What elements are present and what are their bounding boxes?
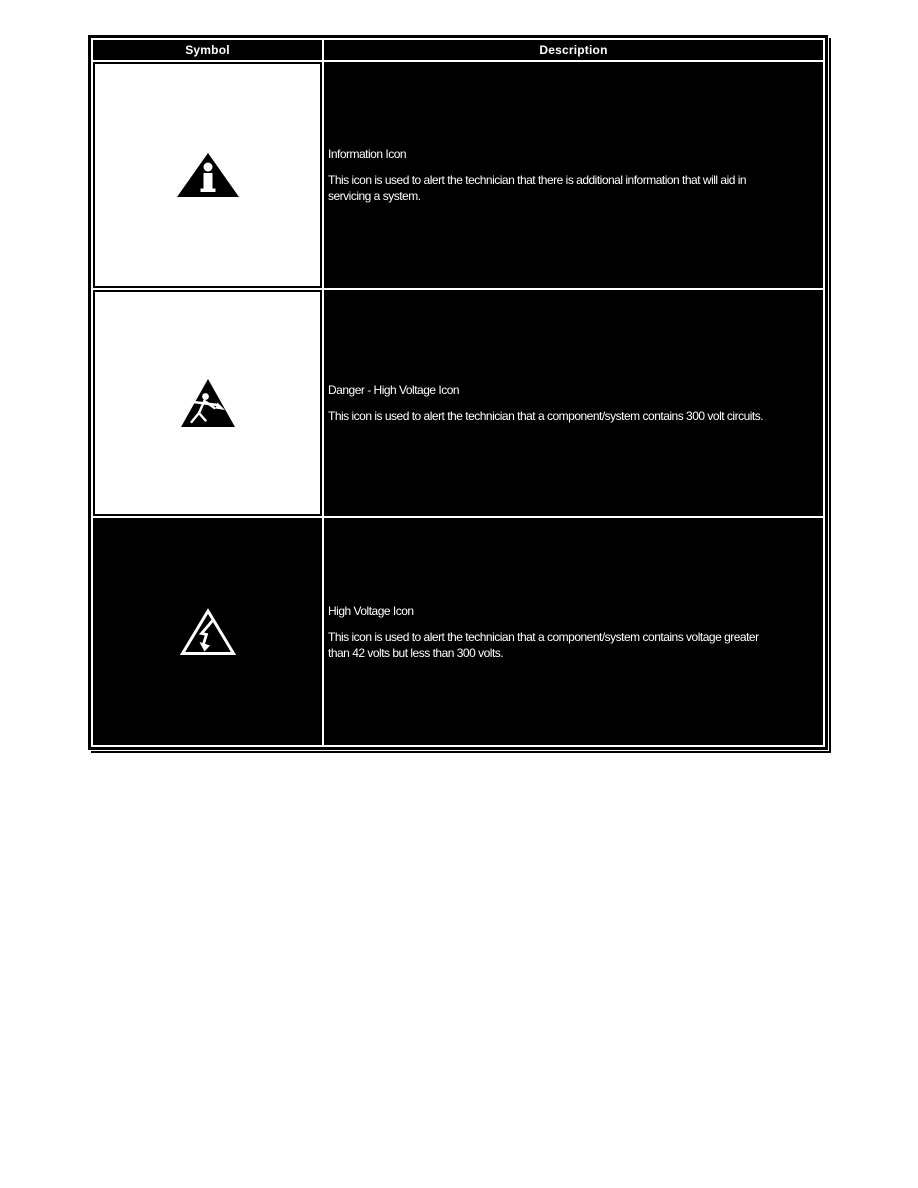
table-row-2-symbol-cell <box>93 290 322 516</box>
row-title: Information Icon <box>328 147 407 161</box>
table-row-2-description-cell <box>324 290 823 516</box>
symbol-description-table <box>88 35 828 750</box>
high-voltage-icon <box>180 608 236 656</box>
row-body: This icon is used to alert the technician that there is additional information that will aid in servicing a system. <box>328 173 747 203</box>
row-title: Danger - High Voltage Icon <box>328 383 460 397</box>
table-row-3-symbol-cell <box>93 518 322 745</box>
column-header-description-label: Description <box>539 43 608 57</box>
danger-high-voltage-icon <box>180 378 236 428</box>
column-header-description <box>324 40 823 60</box>
table-grid <box>93 40 823 745</box>
table-row-1-symbol-cell <box>93 62 322 288</box>
row-body: This icon is used to alert the technician that a component/system contains voltage greater than 42 volts but less than 300 volts. <box>328 629 759 660</box>
column-header-symbol-label: Symbol <box>185 43 230 57</box>
column-header-symbol <box>93 40 322 60</box>
table-row-3-description-cell <box>324 518 823 745</box>
information-triangle-icon <box>176 152 240 198</box>
row-body: This icon is used to alert the technician that a component/system contains 300 volt circuits. <box>328 409 764 423</box>
table-row-1-description-cell <box>324 62 823 288</box>
row-title: High Voltage Icon <box>328 603 414 618</box>
